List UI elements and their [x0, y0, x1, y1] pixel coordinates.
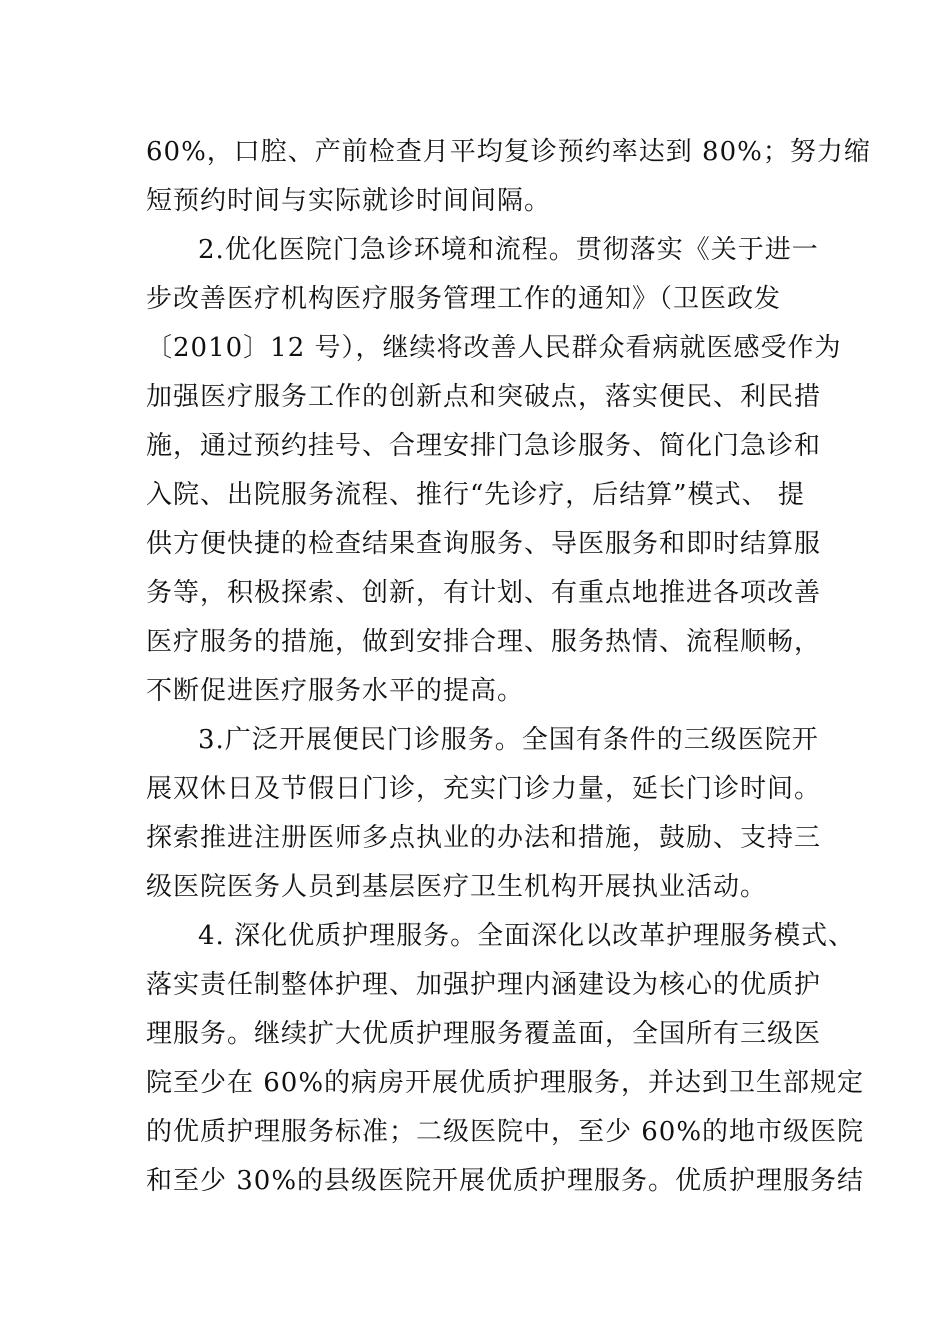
text-line: 医疗服务的措施，做到安排合理、服务热情、流程顺畅， — [146, 627, 822, 657]
text-line: 落实责任制整体护理、加强护理内涵建设为核心的优质护 — [146, 970, 822, 1000]
document-body — [146, 128, 871, 1206]
text-line: 〔2010〕12 号），继续将改善人民群众看病就医感受作为 — [146, 333, 842, 363]
text-line: 加强医疗服务工作的创新点和突破点，落实便民、利民措 — [146, 382, 822, 412]
text-line: 探索推进注册医师多点执业的办法和措施，鼓励、支持三 — [146, 823, 822, 853]
text-line: 入院、出院服务流程、推行“先诊疗，后结算”模式、 提 — [146, 480, 805, 510]
text-line: 理服务。继续扩大优质护理服务覆盖面，全国所有三级医 — [146, 1019, 822, 1049]
text-line: 的优质护理服务标准；二级医院中，至少 60%的地市级医院 — [146, 1117, 865, 1147]
text-line: 不断促进医疗服务水平的提高。 — [146, 676, 525, 706]
text-line: 务等，积极探索、创新，有计划、有重点地推进各项改善 — [146, 578, 822, 608]
text-line: 和至少 30%的县级医院开展优质护理服务。优质护理服务结 — [146, 1166, 865, 1196]
text-line: 60%，口腔、产前检查月平均复诊预约率达到 80%；努力缩 — [146, 137, 871, 167]
text-line: 步改善医疗机构医疗服务管理工作的通知》（卫医政发 — [146, 284, 782, 314]
text-line: 短预约时间与实际就诊时间间隔。 — [146, 186, 552, 216]
paragraph-2-start: 2.优化医院门急诊环境和流程。贯彻落实《关于进一 — [198, 235, 819, 265]
text-line: 级医院医务人员到基层医疗卫生机构开展执业活动。 — [146, 872, 768, 902]
text-line: 展双休日及节假日门诊，充实门诊力量，延长门诊时间。 — [146, 774, 822, 804]
paragraph-4-start: 4. 深化优质护理服务。全面深化以改革护理服务模式、 — [198, 921, 856, 951]
text-line: 施，通过预约挂号、合理安排门急诊服务、简化门急诊和 — [146, 431, 822, 461]
text-line: 院至少在 60%的病房开展优质护理服务，并达到卫生部规定 — [146, 1068, 865, 1098]
text-line: 供方便快捷的检查结果查询服务、导医服务和即时结算服 — [146, 529, 822, 559]
paragraph-3-start: 3.广泛开展便民门诊服务。全国有条件的三级医院开 — [198, 725, 819, 755]
